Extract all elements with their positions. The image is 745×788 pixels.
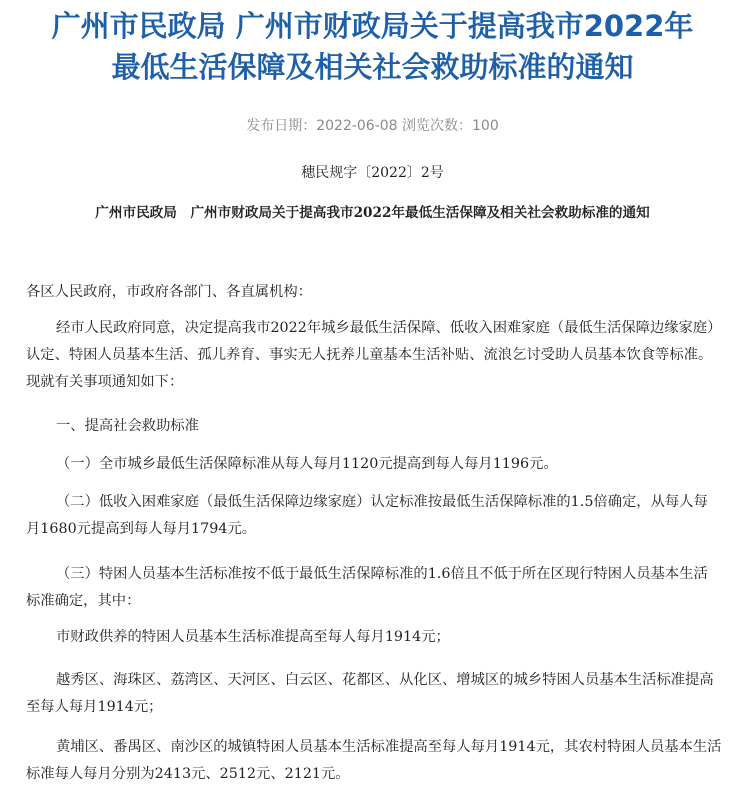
item-3-paragraph: （三）特困人员基本生活标准按不低于最低生活保障标准的1.6倍且不低于所在区现行特困人员基本生活标准确定，其中： [26,566,708,609]
article-title-line-2: 最低生活保障及相关社会救助标准的通知 [111,50,634,84]
article-title-line-1: 广州市民政局 广州市财政局关于提高我市2022年 [51,9,694,43]
publish-meta: 发布日期：2022-06-08 浏览次数：100 [246,118,499,134]
item-2-paragraph: （二）低收入困难家庭（最低生活保障边缘家庭）认定标准按最低生活保障标准的1.5倍确定，从每人每月1680元提高到每人每月1794元。 [26,494,708,537]
section-heading-1: 一、提高社会救助标准 [56,418,199,434]
districts-paragraph-2: 黄埔区、番禺区、南沙区的城镇特困人员基本生活标准提高至每人每月1914元，其农村特困人员基本生活标准每人每月分别为2413元、2512元、2121元。 [26,739,722,782]
document-number: 穗民规字〔2022〕2号 [301,165,444,181]
item-1-paragraph: （一）全市城乡最低生活保障标准从每人每月1120元提高到每人每月1196元。 [56,456,558,472]
article-title [0,6,745,88]
salutation: 各区人民政府，市政府各部门、各直属机构： [26,284,312,300]
city-fund-paragraph: 市财政供养的特困人员基本生活标准提高至每人每月1914元； [56,629,450,645]
intro-paragraph: 经市人民政府同意，决定提高我市2022年城乡最低生活保障、低收入困难家庭（最低生活保障边缘家庭）认定、特困人员基本生活、孤儿养育、事实无人抚养儿童基本生活补贴、流浪乞讨受助人员基本饮食等标准。现就有关事项通知如下： [26,320,722,390]
districts-paragraph-1: 越秀区、海珠区、荔湾区、天河区、白云区、花都区、从化区、增城区的城乡特困人员基本生活标准提高至每人每月1914元； [26,672,714,715]
notice-subtitle: 广州市民政局 广州市财政局关于提高我市2022年最低生活保障及相关社会救助标准的通知 [95,205,650,221]
